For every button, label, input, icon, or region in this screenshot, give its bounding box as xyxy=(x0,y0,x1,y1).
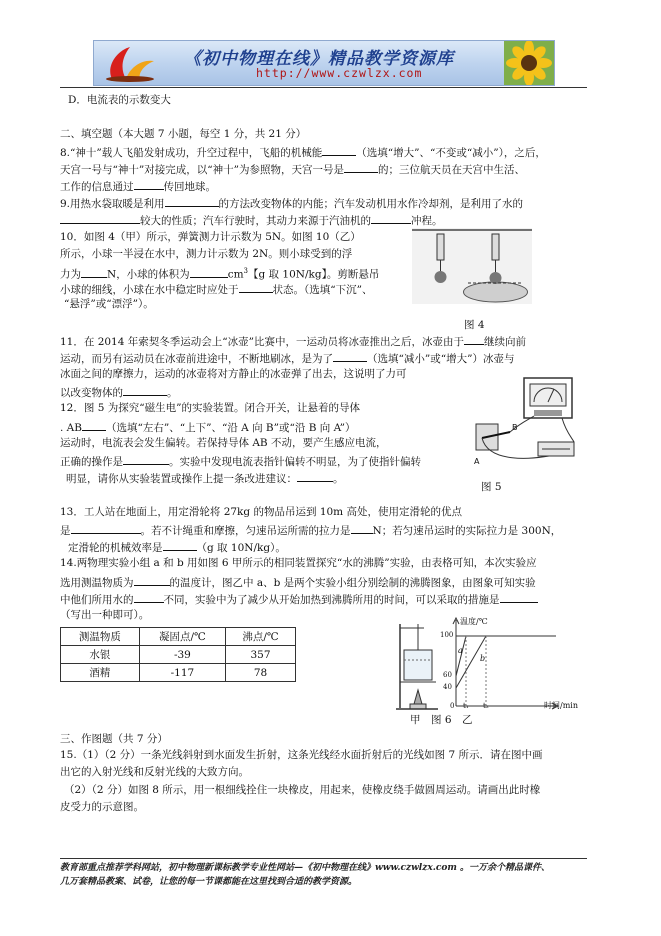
svg-text:B: B xyxy=(512,423,518,432)
banner-url[interactable]: http://www.czwlzx.com xyxy=(256,66,423,80)
question-10: 10．如图 4（甲）所示，弹簧测力计示数为 5N。如图 10（乙） xyxy=(60,231,361,243)
figure-6-caption: 甲 图 6 乙 xyxy=(410,714,473,726)
answer-blank[interactable] xyxy=(351,522,373,534)
question-13-line3: 定滑轮的机械效率是 （g 取 10N/kg）。 xyxy=(68,539,286,556)
answer-blank[interactable] xyxy=(134,178,164,190)
answer-blank[interactable] xyxy=(297,470,333,482)
answer-blank[interactable] xyxy=(165,195,219,207)
question-14-line4: （写出一种即可）。 xyxy=(60,609,150,621)
graph-x-label: 时间/min xyxy=(544,701,578,710)
question-9: 9.用热水袋取暖是利用 的方法改变物体的内能；汽车发动机用水作冷却剂，是利用了水的 xyxy=(60,195,523,212)
graph-x-tick: t₂ xyxy=(483,702,489,710)
question-10-line3: 力为 N，小球的体积为 $cm^3$【g 取 10N/kg】。剪断悬吊 xyxy=(60,267,380,281)
option-d: D．电流表的示数变大 xyxy=(68,94,171,106)
table-row xyxy=(61,664,296,682)
question-15-1: 15.（1）（2 分）一条光线斜射到水面发生折射，这条光线经水面折射后的光线如图 7 所示．请在图中画 xyxy=(60,749,543,761)
table-cell: 78 xyxy=(226,664,296,682)
table-header-cell: 凝固点/℃ xyxy=(139,628,225,646)
answer-blank[interactable] xyxy=(71,522,141,534)
table-row xyxy=(61,646,296,664)
answer-blank[interactable] xyxy=(123,384,167,396)
table-cell: 酒精 xyxy=(61,664,140,682)
question-11-line4: 以改变物体的 。 xyxy=(60,384,178,401)
figure-5-electromagnetic-apparatus xyxy=(468,372,590,472)
answer-blank[interactable] xyxy=(60,212,140,224)
answer-blank[interactable] xyxy=(344,161,378,173)
graph-y-label: 温度/℃ xyxy=(460,617,488,626)
question-10-line4: 小球的细线，小球在水中稳定时应处于 状态。（选填“下沉”、 xyxy=(60,281,373,298)
question-8-line3: 工作的信息通过 传回地球。 xyxy=(60,178,216,195)
table-cell: 357 xyxy=(226,646,296,664)
svg-text:A: A xyxy=(474,457,480,466)
question-12-line3: 运动时，电流表会发生偏转。若保持导体 AB 不动，要产生感应电流， xyxy=(60,437,387,449)
sunflower-image xyxy=(504,41,554,85)
footer-line-1: 教育部重点推荐学科网站，初中物理新课标教学专业性网站—《初中物理在线》www.czwlzx.com 。一万余个精品课件、 xyxy=(60,863,550,873)
figure-6b-boiling-graph xyxy=(440,616,585,712)
answer-blank[interactable] xyxy=(333,350,367,362)
footer-line-2: 几万套精品教案、试卷，让您的每一节课都能在这里找到合适的教学资源。 xyxy=(60,877,358,887)
answer-blank[interactable] xyxy=(190,266,228,278)
figure-6a-heating-apparatus xyxy=(396,620,438,712)
question-12-line5: 明显，请你从实验装置或操作上提一条改进建议： 。 xyxy=(66,470,344,487)
graph-x-tick: t₁ xyxy=(463,702,469,710)
graph-y-tick: 100 xyxy=(440,631,454,639)
table-cell: -39 xyxy=(139,646,225,664)
question-12-line2: . AB （选填“左右”、“上下”、“沿 A 向 B”或“沿 B 向 A”） xyxy=(60,419,356,436)
answer-blank[interactable] xyxy=(123,453,169,465)
header-rule xyxy=(60,87,587,88)
question-12: 12．图 5 为探究“磁生电”的实验装置。闭合开关，让悬着的导体 xyxy=(60,402,360,414)
figure-4-spring-scale xyxy=(412,228,532,304)
table-header-cell: 沸点/℃ xyxy=(226,628,296,646)
question-15-2: （2）（2 分）如图 8 所示，用一根细线拴住一块橡皮，用起来，使橡皮绕手做圆周运动。请画出此时橡 xyxy=(64,784,541,796)
figure-4-caption: 图 4 xyxy=(464,319,485,331)
question-13-line2: 是 。若不计绳重和摩擦，匀速吊运所需的拉力是 N；若匀速吊运时的实际拉力是 300N， xyxy=(60,522,561,539)
question-14: 14.两物理实验小组 a 和 b 用如图 6 甲所示的相同装置探究“水的沸腾”实验，由表格可知，本次实验应 xyxy=(60,557,537,569)
figure-5-caption: 图 5 xyxy=(481,481,502,493)
answer-blank[interactable] xyxy=(82,419,106,431)
table-cell: -117 xyxy=(139,664,225,682)
answer-blank[interactable] xyxy=(81,266,107,278)
question-11: 11．在 2014 年索契冬季运动会上“冰壶”比赛中，一运动员将冰壶推出之后，冰壶由于 继续向前 xyxy=(60,333,526,350)
table-header-cell: 测温物质 xyxy=(61,628,140,646)
table-cell: 水银 xyxy=(61,646,140,664)
answer-blank[interactable] xyxy=(500,591,538,603)
answer-blank[interactable] xyxy=(134,574,170,586)
graph-series-label: b xyxy=(480,654,486,663)
question-13: 13．工人站在地面上，用定滑轮将 27kg 的物品吊运到 10m 高处，使用定滑轮的优点 xyxy=(60,506,462,518)
question-11-line3: 冰面之间的摩擦力，运动的冰壶将对方静止的冰壶弹了出去，这说明了力可 xyxy=(60,368,407,380)
question-15-2-line2: 皮受力的示意图。 xyxy=(60,801,144,813)
question-9-line2: 较大的性质；汽车行驶时，其动力来源于汽油机的 冲程。 xyxy=(60,212,443,229)
graph-y-tick: 60 xyxy=(443,671,452,679)
answer-blank[interactable] xyxy=(134,591,164,603)
section-title-drawing: 三、作图题（共 7 分） xyxy=(60,733,168,745)
banner-title: 《初中物理在线》精品教学资源库 xyxy=(184,49,454,69)
question-10-line2: 所示，小球一半浸在水中，测力计示数为 2N。则小球受到的浮 xyxy=(60,248,353,260)
answer-blank[interactable] xyxy=(464,333,484,345)
answer-blank[interactable] xyxy=(163,539,197,551)
question-14-line2: 选用测温物质为 的温度计，图乙中 a、b 是两个实验小组分别绘制的沸腾图象，由图象可知实验 xyxy=(60,574,536,591)
question-8-line2: 天宫一号与“神十”对接完成，以“神十”为参照物，天宫一号是 的；三位航天员在天宫中生活、 xyxy=(60,161,525,178)
question-10-line5: “悬浮”或“漂浮”）。 xyxy=(64,298,154,310)
section-title-fill: 二、填空题（本大题 7 小题，每空 1 分，共 21 分） xyxy=(60,128,307,140)
graph-series-label: a xyxy=(458,646,463,655)
graph-y-tick: 40 xyxy=(443,683,452,691)
answer-blank[interactable] xyxy=(371,212,411,224)
question-8: 8.“神十”载人飞船发射成功，升空过程中，飞船的机械能 （选填“增大”、“不变或“减小”），之后， xyxy=(60,144,546,161)
question-14-line3: 中他们所用水的 不同，实验中为了减少从开始加热到沸腾所用的时间，可以采取的措施是 xyxy=(60,591,538,608)
header-banner xyxy=(93,40,555,86)
answer-blank[interactable] xyxy=(322,144,356,156)
question-11-line2: 运动，而另有运动员在冰壶前进途中，不断地刷冰，是为了 （选填“减小”或“增大”）冰壶与 xyxy=(60,350,514,367)
answer-blank[interactable] xyxy=(239,281,273,293)
question-12-line4: 正确的操作是 。实验中发现电流表指针偏转不明显，为了使指针偏转 xyxy=(60,453,421,470)
table-header-row xyxy=(61,628,296,646)
logo xyxy=(100,43,160,83)
footer-rule xyxy=(60,858,587,859)
question-15-1-line2: 出它的入射光线和反射光线的大致方向。 xyxy=(60,766,249,778)
graph-x-tick: 0 xyxy=(450,702,455,710)
melting-boiling-table xyxy=(60,627,296,682)
